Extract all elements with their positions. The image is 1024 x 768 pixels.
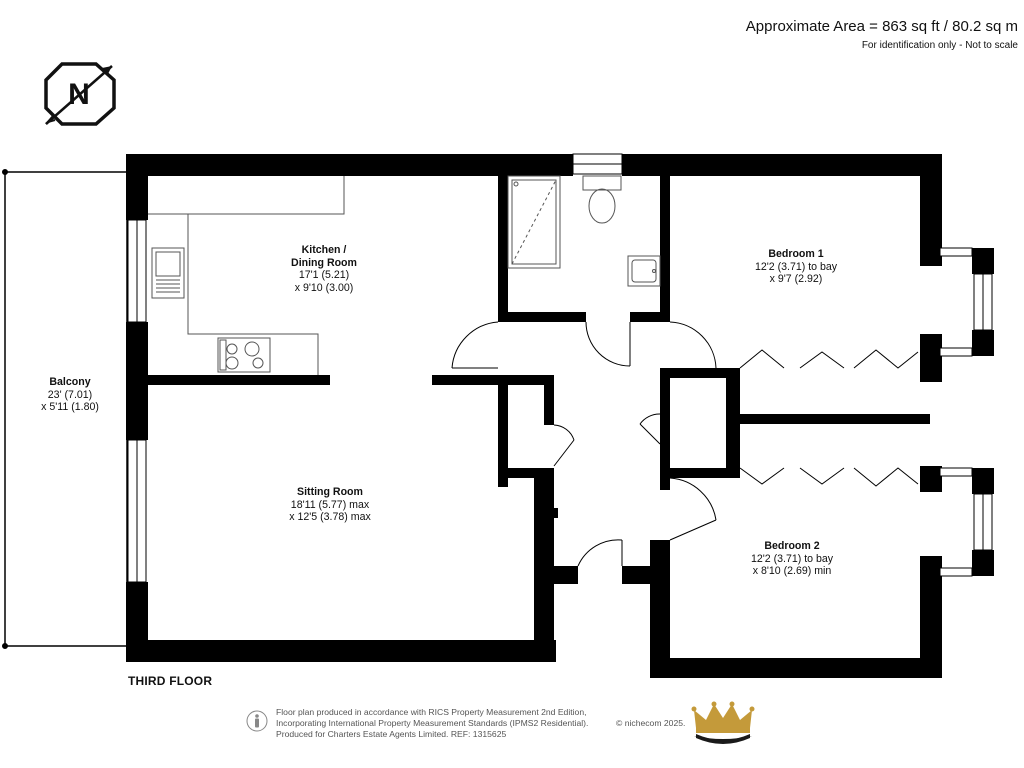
basin-icon [628, 256, 660, 286]
balcony-dim2: x 5'11 (1.80) [41, 401, 99, 413]
balcony-label [41, 376, 99, 414]
sitting-room-label [289, 486, 371, 524]
kitchen-dim1: 17'1 (5.21) [298, 269, 350, 281]
floor-label: THIRD FLOOR [128, 674, 213, 688]
kitchen-label [291, 244, 357, 294]
crown-logo-icon [690, 700, 756, 750]
sitting-room-dim2: x 12'5 (3.78) max [289, 511, 371, 523]
footer-line2: Incorporating International Property Measurement Standards (IPMS2 Residential). [276, 718, 589, 728]
shower-icon [508, 176, 560, 268]
bedroom1-label [755, 248, 837, 286]
compass-letter: N [68, 78, 90, 111]
sitting-room-dim1: 18'11 (5.77) max [290, 498, 370, 511]
bedroom1-name: Bedroom 1 [768, 248, 824, 260]
footer-disclaimer [276, 707, 588, 740]
bedroom1-dim2: x 9'7 (2.92) [769, 273, 823, 285]
approximate-area: Approximate Area = 863 sq ft / 80.2 sq m [745, 18, 1018, 35]
balcony-name: Balcony [49, 376, 91, 388]
balcony-dim1: 23' (7.01) [47, 388, 93, 401]
scale-note: For identification only - Not to scale [861, 40, 1018, 51]
sink-icon [152, 248, 184, 298]
bedroom2-name: Bedroom 2 [764, 540, 820, 552]
footer-line3: Produced for Charters Estate Agents Limited. REF: 1315625 [276, 729, 507, 739]
bedroom1-dim1: 12'2 (3.71) to bay [754, 260, 838, 273]
accessibility-person-icon [246, 710, 268, 732]
kitchen-name-line1: Kitchen / [301, 244, 347, 256]
bedroom2-dim1: 12'2 (3.71) to bay [750, 552, 834, 565]
hob-icon [218, 338, 270, 372]
bedroom2-label [751, 540, 833, 578]
footer-copyright: © nichecom 2025. [616, 718, 686, 728]
toilet-icon [583, 176, 621, 223]
bedroom2-dim2: x 8'10 (2.69) min [752, 565, 832, 577]
footer-line1: Floor plan produced in accordance with RICS Property Measurement 2nd Edition, [276, 707, 587, 717]
door-swings [452, 322, 716, 566]
sitting-room-name: Sitting Room [297, 486, 363, 498]
kitchen-name-line2: Dining Room [291, 256, 357, 269]
kitchen-dim2: x 9'10 (3.00) [294, 281, 354, 294]
